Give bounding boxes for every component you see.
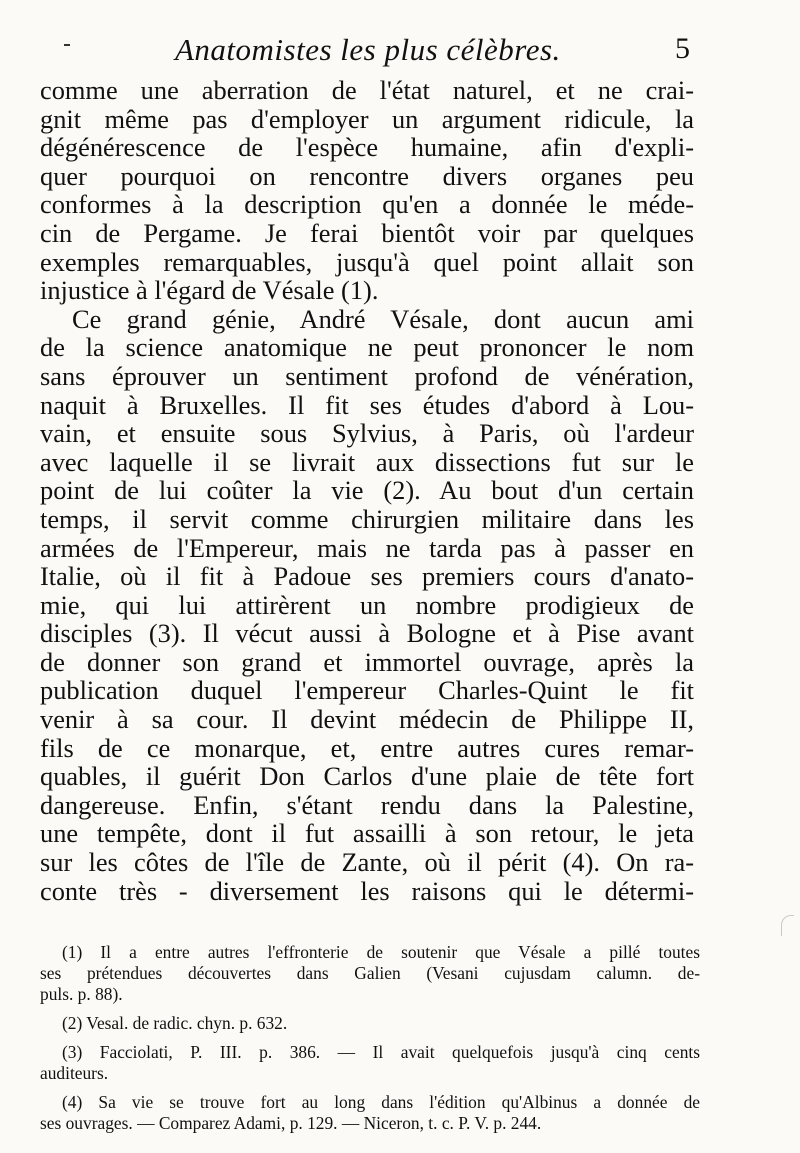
text-line: point de lui coûter la vie (2). Au bout d'un certain	[40, 475, 694, 506]
text-line: exemples remarquables, jusqu'à quel point allait son	[40, 246, 694, 277]
text-line: cin de Pergame. Je ferai bientôt voir par quelques	[40, 217, 694, 248]
footnote-line: (1) Il a entre autres l'effronterie de soutenir que Vésale a pillé toutes	[62, 942, 700, 962]
text-line: sur les côtes de l'île de Zante, où il périt (4). On ra-	[40, 847, 694, 878]
text-line: Ce grand génie, André Vésale, dont aucun ami	[72, 303, 694, 334]
page-edge-mark	[781, 915, 794, 936]
text-line: quables, il guérit Don Carlos d'une plaie de tête fort	[40, 761, 694, 792]
footnote	[40, 1092, 700, 1134]
text-line: dangereuse. Enfin, s'étant rendu dans la Palestine,	[40, 789, 694, 820]
footnotes	[40, 942, 700, 1142]
footnote-line: ses ouvrages. — Comparez Adami, p. 129. — Niceron, t. c. P. V. p. 244.	[40, 1113, 542, 1133]
main-text	[40, 76, 694, 905]
running-title: Anatomistes les plus célèbres.	[175, 32, 561, 67]
text-line: naquit à Bruxelles. Il fit ses études d'abord à Lou-	[40, 389, 694, 420]
text-line: comme une aberration de l'état naturel, et ne crai-	[40, 75, 694, 105]
page-number: 5	[675, 32, 690, 65]
text-line: venir à sa cour. Il devint médecin de Philippe II,	[40, 704, 694, 735]
text-line: temps, il servit comme chirurgien militaire dans les	[40, 503, 694, 534]
text-line: publication duquel l'empereur Charles-Quint le fit	[40, 675, 694, 706]
footnote-line: (4) Sa vie se trouve fort au long dans l'édition qu'Albinus a donnée de	[62, 1092, 700, 1112]
text-line: vain, et ensuite sous Sylvius, à Paris, où l'ardeur	[40, 418, 694, 449]
footnote-line: (2) Vesal. de radic. chyn. p. 632.	[62, 1013, 288, 1033]
text-line: mie, qui lui attirèrent un nombre prodigieux de	[40, 589, 694, 620]
text-line: gnit même pas d'employer un argument ridicule, la	[40, 103, 694, 134]
text-line: avec laquelle il se livrait aux dissections fut sur le	[40, 446, 694, 477]
footnote-line: (3) Facciolati, P. III. p. 386. — Il avait quelquefois jusqu'à cinq cents	[62, 1042, 700, 1062]
text-line: disciples (3). Il vécut aussi à Bologne et à Pise avant	[40, 618, 694, 649]
text-line: dégénérescence de l'espèce humaine, afin d'expli-	[40, 132, 694, 163]
text-line: armées de l'Empereur, mais ne tarda pas à passer en	[40, 532, 694, 563]
text-line: fils de ce monarque, et, entre autres cures remar-	[40, 732, 694, 763]
footnote	[40, 942, 700, 1005]
text-line: conte très - diversement les raisons qui le détermi-	[40, 875, 694, 906]
text-line: injustice à l'égard de Vésale (1).	[40, 275, 379, 306]
text-line: Italie, où il fit à Padoue ses premiers cours d'anato-	[40, 561, 694, 592]
text-line: conformes à la description qu'en a donnée le méde-	[40, 189, 694, 220]
page-header	[40, 30, 690, 70]
footnote-line: auditeurs.	[40, 1063, 109, 1083]
text-line: de la science anatomique ne peut prononcer le nom	[40, 332, 694, 363]
footnote	[40, 1042, 700, 1084]
text-line: quer pourquoi on rencontre divers organes peu	[40, 160, 694, 191]
text-line: une tempête, dont il fut assailli à son retour, le jeta	[40, 818, 694, 849]
footnote	[40, 1013, 700, 1034]
footnote-line: puls. p. 88).	[40, 984, 123, 1004]
text-line: de donner son grand et immortel ouvrage, après la	[40, 646, 694, 677]
text-line: sans éprouver un sentiment profond de vénération,	[40, 360, 694, 391]
footnote-line: ses prétendues découvertes dans Galien (Vesani cujusdam calumn. de-	[40, 963, 700, 983]
